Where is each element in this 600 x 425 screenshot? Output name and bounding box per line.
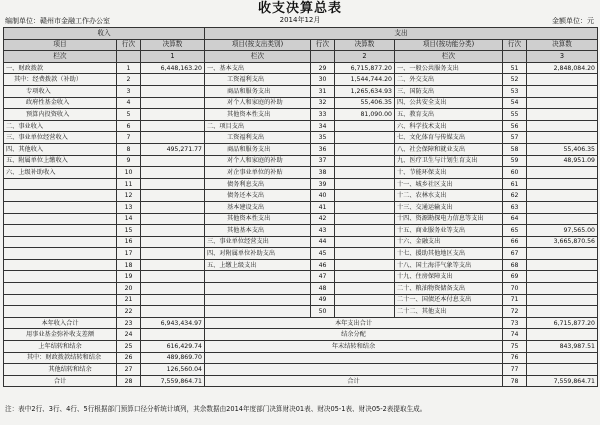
function-row-no: 60 xyxy=(503,167,527,179)
col-row: 行次 xyxy=(311,39,335,51)
function-row-no: 65 xyxy=(503,225,527,237)
summary-expense-row-no: 74 xyxy=(503,329,527,341)
col-final: 决算数 xyxy=(141,39,205,51)
income-row-no: 13 xyxy=(117,201,141,213)
function-amount xyxy=(527,167,598,179)
function-row-no: 71 xyxy=(503,294,527,306)
table-row xyxy=(4,271,598,283)
expense-amount: 6,715,877.20 xyxy=(335,62,395,74)
function-row-no: 57 xyxy=(503,132,527,144)
function-amount xyxy=(527,271,598,283)
function-item: 十、节能环保支出 xyxy=(395,167,503,179)
seq-label: 栏次 xyxy=(205,51,311,63)
income-amount xyxy=(141,201,205,213)
income-item xyxy=(4,201,117,213)
summary-expense-row-no: 77 xyxy=(503,364,527,376)
function-item: 九、医疗卫生与计划生育支出 xyxy=(395,155,503,167)
income-item: 政府性基金收入 xyxy=(4,97,117,109)
expense-item xyxy=(205,306,311,318)
function-amount xyxy=(527,213,598,225)
expense-item: 对个人和家庭的补助 xyxy=(205,155,311,167)
function-row-no: 54 xyxy=(503,97,527,109)
expense-row-no: 31 xyxy=(311,85,335,97)
table-row xyxy=(4,97,598,109)
summary-income-item: 其中：财政拨款结转和结余 xyxy=(4,352,117,364)
income-row-no: 21 xyxy=(117,294,141,306)
summary-income-amount: 6,943,434.97 xyxy=(141,317,205,329)
function-amount: 48,951.09 xyxy=(527,155,598,167)
income-row-no: 9 xyxy=(117,155,141,167)
income-row-no: 4 xyxy=(117,97,141,109)
income-amount xyxy=(141,283,205,295)
expense-row-no: 47 xyxy=(311,271,335,283)
summary-income-row-no: 24 xyxy=(117,329,141,341)
function-amount xyxy=(527,306,598,318)
col-final: 决算数 xyxy=(335,39,395,51)
expense-row-no: 43 xyxy=(311,225,335,237)
expense-row-no: 46 xyxy=(311,259,335,271)
expense-amount xyxy=(335,167,395,179)
expense-row-no: 40 xyxy=(311,190,335,202)
function-item: 一、一般公共服务支出 xyxy=(395,62,503,74)
function-amount xyxy=(527,283,598,295)
summary-income-item: 其他结转和结余 xyxy=(4,364,117,376)
expense-amount xyxy=(335,143,395,155)
col-func2: 项目(按功能分类) xyxy=(395,39,503,51)
function-row-no: 61 xyxy=(503,178,527,190)
function-item: 二十一、国债还本付息支出 xyxy=(395,294,503,306)
income-amount xyxy=(141,167,205,179)
table-row xyxy=(4,190,598,202)
summary-income-row-no: 23 xyxy=(117,317,141,329)
summary-expense-item: 本年支出合计 xyxy=(205,317,503,329)
table-row xyxy=(4,306,598,318)
function-item: 二十、粮油物资储备支出 xyxy=(395,283,503,295)
summary-expense-row-no: 75 xyxy=(503,341,527,353)
income-row-no: 22 xyxy=(117,306,141,318)
income-row-no: 16 xyxy=(117,236,141,248)
expense-amount xyxy=(335,225,395,237)
function-row-no: 64 xyxy=(503,213,527,225)
expense-row-no: 42 xyxy=(311,213,335,225)
expense-item: 工资福利支出 xyxy=(205,132,311,144)
footnote: 注：表中2行、3行、4行、5行根据部门预算口径分析统计填列，其余数据由2014年度部门决算财决01表、财决05-1表、财决05-2表提取生成。 xyxy=(5,405,427,413)
expense-item: 二、项目支出 xyxy=(205,120,311,132)
expense-item: 其他基本支出 xyxy=(205,225,311,237)
function-item: 十一、城乡社区支出 xyxy=(395,178,503,190)
income-item xyxy=(4,294,117,306)
function-row-no: 70 xyxy=(503,283,527,295)
income-row-no: 5 xyxy=(117,109,141,121)
expense-amount xyxy=(335,120,395,132)
function-item: 二、外交支出 xyxy=(395,74,503,86)
income-row-no: 18 xyxy=(117,259,141,271)
table-row xyxy=(4,294,598,306)
income-row-no: 8 xyxy=(117,143,141,155)
summary-income-amount xyxy=(141,329,205,341)
income-amount xyxy=(141,120,205,132)
expense-amount xyxy=(335,178,395,190)
expense-row-no: 36 xyxy=(311,143,335,155)
income-item: 五、附属单位上缴收入 xyxy=(4,155,117,167)
income-item xyxy=(4,271,117,283)
function-item: 五、教育支出 xyxy=(395,109,503,121)
income-amount xyxy=(141,236,205,248)
summary-expense-item xyxy=(205,364,503,376)
income-item: 专项收入 xyxy=(4,85,117,97)
function-item: 十九、住房保障支出 xyxy=(395,271,503,283)
income-amount xyxy=(141,74,205,86)
function-amount xyxy=(527,132,598,144)
function-item: 十二、农林水支出 xyxy=(395,190,503,202)
function-row-no: 67 xyxy=(503,248,527,260)
expense-amount: 1,544,744.20 xyxy=(335,74,395,86)
income-amount xyxy=(141,213,205,225)
expense-amount xyxy=(335,236,395,248)
expense-row-no: 33 xyxy=(311,109,335,121)
income-row-no: 15 xyxy=(117,225,141,237)
report-period: 2014年12月 xyxy=(279,16,321,24)
expense-row-no: 44 xyxy=(311,236,335,248)
summary-expense-amount xyxy=(527,352,598,364)
function-item: 十三、交通运输支出 xyxy=(395,201,503,213)
income-amount xyxy=(141,155,205,167)
expense-item: 一、基本支出 xyxy=(205,62,311,74)
expense-item: 其他资本性支出 xyxy=(205,109,311,121)
expense-row-no: 39 xyxy=(311,178,335,190)
expense-item: 基本建设支出 xyxy=(205,201,311,213)
summary-income-row-no: 28 xyxy=(117,375,141,387)
expense-item: 其他资本性支出 xyxy=(205,213,311,225)
unit-label: 金额单位：元 xyxy=(552,17,594,25)
summary-expense-amount: 843,987.51 xyxy=(527,341,598,353)
function-row-no: 62 xyxy=(503,190,527,202)
summary-expense-amount: 6,715,877.20 xyxy=(527,317,598,329)
table-row xyxy=(4,178,598,190)
expense-item: 对个人和家庭的补助 xyxy=(205,97,311,109)
summary-table xyxy=(3,27,598,387)
function-amount: 55,406.35 xyxy=(527,143,598,155)
function-amount: 2,848,084.20 xyxy=(527,62,598,74)
income-row-no: 7 xyxy=(117,132,141,144)
summary-row xyxy=(4,375,598,387)
expense-item: 三、事业单位经营支出 xyxy=(205,236,311,248)
function-row-no: 59 xyxy=(503,155,527,167)
income-item: 六、上级补助收入 xyxy=(4,167,117,179)
income-item: 其中：经费拨款（补助） xyxy=(4,74,117,86)
function-amount xyxy=(527,74,598,86)
expense-amount xyxy=(335,190,395,202)
expense-item xyxy=(205,271,311,283)
expense-item: 债务利息支出 xyxy=(205,178,311,190)
income-row-no: 12 xyxy=(117,190,141,202)
income-row-no: 1 xyxy=(117,62,141,74)
function-amount xyxy=(527,201,598,213)
summary-expense-amount xyxy=(527,364,598,376)
table-row xyxy=(4,236,598,248)
col-item: 项目 xyxy=(4,39,117,51)
summary-expense-row-no: 73 xyxy=(503,317,527,329)
expense-row-no: 38 xyxy=(311,167,335,179)
seq-2: 2 xyxy=(335,51,395,63)
function-item: 四、公共安全支出 xyxy=(395,97,503,109)
income-item: 二、事业收入 xyxy=(4,120,117,132)
function-amount: 97,565.00 xyxy=(527,225,598,237)
function-item: 十八、国土海洋气象等支出 xyxy=(395,259,503,271)
income-section-header: 收入 xyxy=(4,28,205,40)
expense-section-header: 支出 xyxy=(205,28,598,40)
expense-item: 五、上缴上级支出 xyxy=(205,259,311,271)
summary-expense-item: 结余分配 xyxy=(205,329,503,341)
table-row xyxy=(4,248,598,260)
function-amount xyxy=(527,109,598,121)
expense-item: 债务还本支出 xyxy=(205,190,311,202)
table-row xyxy=(4,213,598,225)
income-item: 四、其他收入 xyxy=(4,143,117,155)
income-item xyxy=(4,259,117,271)
summary-expense-amount xyxy=(527,329,598,341)
income-amount xyxy=(141,294,205,306)
income-row-no: 14 xyxy=(117,213,141,225)
expense-amount xyxy=(335,132,395,144)
expense-amount xyxy=(335,155,395,167)
table-row xyxy=(4,259,598,271)
expense-row-no: 35 xyxy=(311,132,335,144)
income-row-no: 20 xyxy=(117,283,141,295)
expense-amount xyxy=(335,213,395,225)
expense-item: 四、对附属单位补助支出 xyxy=(205,248,311,260)
function-row-no: 63 xyxy=(503,201,527,213)
summary-row xyxy=(4,317,598,329)
expense-item: 工资福利支出 xyxy=(205,74,311,86)
income-row-no: 11 xyxy=(117,178,141,190)
summary-expense-item: 年末结转和结余 xyxy=(205,341,503,353)
expense-amount xyxy=(335,259,395,271)
function-item: 十四、资源勘探电力信息等支出 xyxy=(395,213,503,225)
income-amount xyxy=(141,248,205,260)
expense-amount xyxy=(335,294,395,306)
income-row-no: 19 xyxy=(117,271,141,283)
income-item xyxy=(4,178,117,190)
table-row xyxy=(4,120,598,132)
income-row-no: 3 xyxy=(117,85,141,97)
table-row xyxy=(4,85,598,97)
income-amount xyxy=(141,190,205,202)
summary-income-item: 用事业基金弥补收支差额 xyxy=(4,329,117,341)
income-amount xyxy=(141,259,205,271)
table-row xyxy=(4,283,598,295)
expense-item: 对企事业单位的补贴 xyxy=(205,167,311,179)
expense-item: 商品和服务支出 xyxy=(205,143,311,155)
table-row xyxy=(4,132,598,144)
function-item: 三、国防支出 xyxy=(395,85,503,97)
function-item: 二十二、其他支出 xyxy=(395,306,503,318)
expense-row-no: 37 xyxy=(311,155,335,167)
function-amount xyxy=(527,190,598,202)
function-row-no: 53 xyxy=(503,85,527,97)
function-amount xyxy=(527,120,598,132)
income-item xyxy=(4,236,117,248)
page-title: 收支决算总表 xyxy=(257,1,342,16)
summary-income-row-no: 27 xyxy=(117,364,141,376)
expense-row-no: 34 xyxy=(311,120,335,132)
function-amount xyxy=(527,294,598,306)
expense-amount xyxy=(335,271,395,283)
expense-amount xyxy=(335,283,395,295)
expense-row-no: 50 xyxy=(311,306,335,318)
expense-row-no: 29 xyxy=(311,62,335,74)
income-item xyxy=(4,283,117,295)
expense-amount xyxy=(335,201,395,213)
income-amount xyxy=(141,109,205,121)
income-amount xyxy=(141,225,205,237)
summary-income-item: 上年结转和结余 xyxy=(4,341,117,353)
function-row-no: 56 xyxy=(503,120,527,132)
function-item: 十七、援助其他地区支出 xyxy=(395,248,503,260)
function-row-no: 58 xyxy=(503,143,527,155)
org-label: 编制单位：赣州市金融工作办公室 xyxy=(5,17,110,25)
col-func: 项目(按支出类别) xyxy=(205,39,311,51)
expense-amount xyxy=(335,306,395,318)
expense-row-no: 45 xyxy=(311,248,335,260)
function-item: 六、科学技术支出 xyxy=(395,120,503,132)
summary-income-row-no: 25 xyxy=(117,341,141,353)
summary-row xyxy=(4,364,598,376)
expense-item xyxy=(205,294,311,306)
summary-income-amount: 616,429.74 xyxy=(141,341,205,353)
income-amount xyxy=(141,178,205,190)
function-row-no: 51 xyxy=(503,62,527,74)
summary-row xyxy=(4,329,598,341)
function-amount: 3,665,870.56 xyxy=(527,236,598,248)
income-item xyxy=(4,213,117,225)
summary-income-amount: 126,560.04 xyxy=(141,364,205,376)
income-item: 预算内投资收入 xyxy=(4,109,117,121)
expense-item: 商品和服务支出 xyxy=(205,85,311,97)
table-row xyxy=(4,109,598,121)
summary-income-amount: 7,559,864.71 xyxy=(141,375,205,387)
seq-3: 3 xyxy=(527,51,598,63)
col-row: 行次 xyxy=(503,39,527,51)
function-row-no: 66 xyxy=(503,236,527,248)
function-item: 十六、金融支出 xyxy=(395,236,503,248)
expense-row-no: 48 xyxy=(311,283,335,295)
function-amount xyxy=(527,85,598,97)
income-item: 三、事业单位经营收入 xyxy=(4,132,117,144)
expense-amount: 1,265,634.93 xyxy=(335,85,395,97)
summary-income-item: 本年收入合计 xyxy=(4,317,117,329)
function-amount xyxy=(527,178,598,190)
summary-expense-item: 合计 xyxy=(205,375,503,387)
income-amount xyxy=(141,132,205,144)
income-item xyxy=(4,190,117,202)
seq-label: 栏次 xyxy=(4,51,117,63)
function-row-no: 69 xyxy=(503,271,527,283)
function-amount xyxy=(527,97,598,109)
summary-income-item: 合计 xyxy=(4,375,117,387)
table-row xyxy=(4,143,598,155)
expense-item xyxy=(205,283,311,295)
summary-expense-item xyxy=(205,352,503,364)
col-final: 决算数 xyxy=(527,39,598,51)
function-row-no: 72 xyxy=(503,306,527,318)
expense-amount xyxy=(335,248,395,260)
income-amount xyxy=(141,306,205,318)
table-row xyxy=(4,201,598,213)
function-item: 十五、商业服务业等支出 xyxy=(395,225,503,237)
seq-label: 栏次 xyxy=(395,51,503,63)
function-row-no: 55 xyxy=(503,109,527,121)
summary-row xyxy=(4,352,598,364)
income-row-no: 10 xyxy=(117,167,141,179)
col-row: 行次 xyxy=(117,39,141,51)
table-row xyxy=(4,62,598,74)
expense-row-no: 41 xyxy=(311,201,335,213)
expense-row-no: 30 xyxy=(311,74,335,86)
income-row-no: 6 xyxy=(117,120,141,132)
summary-income-row-no: 26 xyxy=(117,352,141,364)
summary-row xyxy=(4,341,598,353)
function-amount xyxy=(527,248,598,260)
income-row-no: 2 xyxy=(117,74,141,86)
expense-row-no: 49 xyxy=(311,294,335,306)
income-amount xyxy=(141,271,205,283)
income-item xyxy=(4,225,117,237)
table-row xyxy=(4,155,598,167)
income-item xyxy=(4,248,117,260)
table-row xyxy=(4,225,598,237)
income-amount xyxy=(141,97,205,109)
table-row xyxy=(4,167,598,179)
expense-amount: 81,090.00 xyxy=(335,109,395,121)
summary-income-amount: 489,869.70 xyxy=(141,352,205,364)
income-amount: 495,271.77 xyxy=(141,143,205,155)
function-row-no: 68 xyxy=(503,259,527,271)
expense-amount: 55,406.35 xyxy=(335,97,395,109)
expense-row-no: 32 xyxy=(311,97,335,109)
summary-expense-row-no: 76 xyxy=(503,352,527,364)
income-item: 一、财政拨款 xyxy=(4,62,117,74)
summary-expense-row-no: 78 xyxy=(503,375,527,387)
income-row-no: 17 xyxy=(117,248,141,260)
function-amount xyxy=(527,259,598,271)
income-amount xyxy=(141,85,205,97)
function-item: 八、社会保障和就业支出 xyxy=(395,143,503,155)
income-item xyxy=(4,306,117,318)
summary-expense-amount: 7,559,864.71 xyxy=(527,375,598,387)
table-row xyxy=(4,74,598,86)
seq-1: 1 xyxy=(141,51,205,63)
function-row-no: 52 xyxy=(503,74,527,86)
function-item: 七、文化体育与传媒支出 xyxy=(395,132,503,144)
income-amount: 6,448,163.20 xyxy=(141,62,205,74)
